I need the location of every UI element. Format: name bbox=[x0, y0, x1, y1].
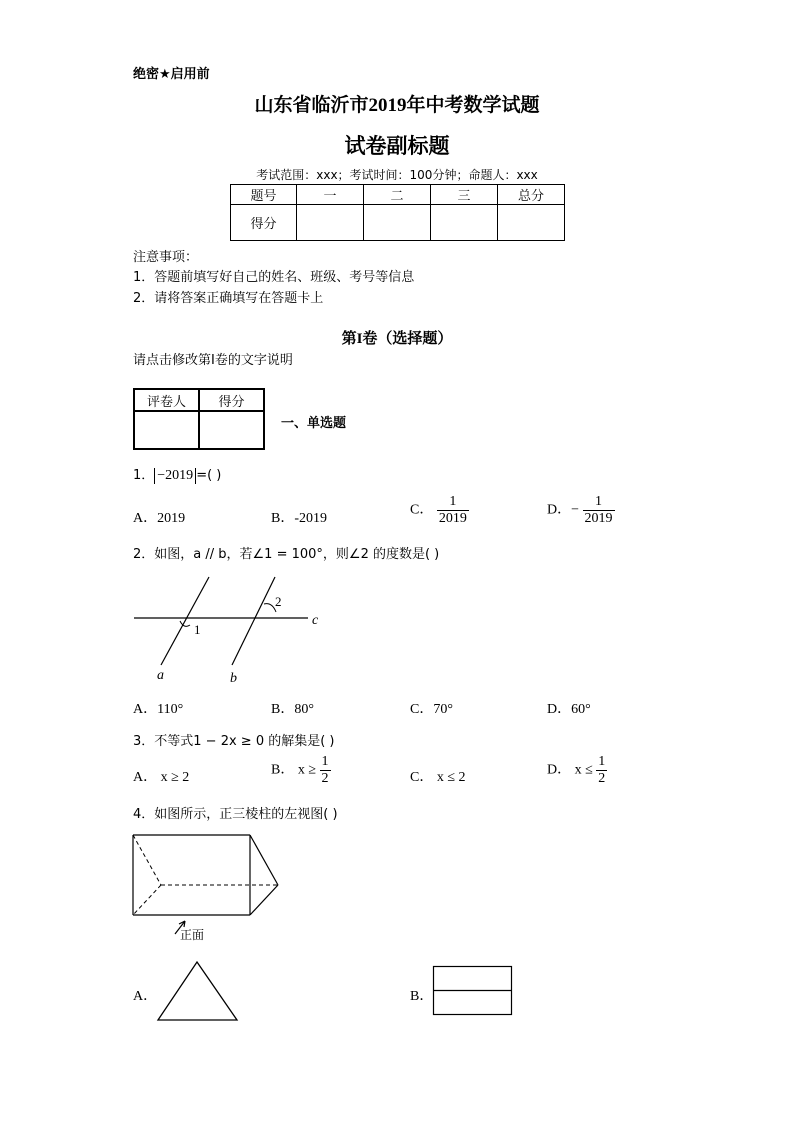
triangle-option-figure bbox=[155, 958, 241, 1024]
section-title: 第I卷（选择题） bbox=[341, 331, 453, 347]
line-a-label: a bbox=[157, 668, 164, 683]
grader-cell[interactable] bbox=[199, 411, 264, 449]
q1-c-numerator: 1 bbox=[437, 494, 469, 511]
question-4: 4．如图所示，正三棱柱的左视图( ) bbox=[133, 807, 338, 822]
q2-option-c[interactable]: C．70° bbox=[410, 702, 453, 717]
grader-table-header: 评卷人 bbox=[134, 389, 199, 411]
parallel-lines-figure bbox=[130, 572, 330, 687]
page-title: 山东省临沂市2019年中考数学试题 bbox=[254, 95, 540, 116]
q2-option-a[interactable]: A．110° bbox=[133, 702, 184, 717]
notice-item: 2．请将答案正确填写在答题卡上 bbox=[133, 291, 324, 306]
line-c-label: c bbox=[312, 613, 319, 628]
q3-option-c[interactable]: C． x ≤ 2 bbox=[410, 770, 466, 785]
exam-info: 考试范围：xxx；考试时间：100分钟；命题人：xxx bbox=[256, 168, 538, 182]
q3-option-b[interactable] bbox=[271, 754, 331, 787]
q1-suffix: =( ) bbox=[196, 468, 222, 483]
score-table-header: 总分 bbox=[498, 185, 565, 205]
question-1 bbox=[133, 464, 221, 484]
score-cell[interactable] bbox=[364, 205, 431, 241]
q3-b-label: B． x ≥ bbox=[271, 762, 317, 778]
q1-d-label: D． bbox=[547, 502, 572, 518]
score-table-header: 三 bbox=[431, 185, 498, 205]
line-b-label: b bbox=[230, 671, 237, 686]
part-title: 一、单选题 bbox=[281, 416, 347, 431]
score-cell[interactable] bbox=[297, 205, 364, 241]
q1-option-d[interactable] bbox=[547, 494, 615, 527]
q4-option-a[interactable]: A． bbox=[133, 989, 158, 1004]
score-table bbox=[230, 184, 565, 241]
line-b bbox=[232, 577, 275, 665]
q1-option-a[interactable]: A．2019 bbox=[133, 511, 186, 526]
q3-d-numerator: 1 bbox=[598, 754, 606, 769]
q3-option-d[interactable] bbox=[547, 754, 607, 787]
q3-d-denominator: 2 bbox=[598, 771, 606, 786]
q1-abs-expr: −2019 bbox=[154, 468, 196, 484]
notice-title: 注意事项： bbox=[133, 250, 199, 265]
grader-cell[interactable] bbox=[134, 411, 199, 449]
q1-option-c[interactable] bbox=[410, 494, 469, 527]
front-label: 正面 bbox=[180, 928, 205, 942]
q4-option-b[interactable]: B． bbox=[410, 989, 434, 1004]
q2-option-d[interactable]: D．60° bbox=[547, 702, 591, 717]
page-subtitle: 试卷副标题 bbox=[344, 134, 450, 158]
score-table-header: 二 bbox=[364, 185, 431, 205]
rectangle-option-figure bbox=[432, 965, 514, 1017]
notice-item: 1．答题前填写好自己的姓名、班级、考号等信息 bbox=[133, 270, 415, 285]
q3-b-numerator: 1 bbox=[321, 754, 329, 769]
score-cell[interactable] bbox=[431, 205, 498, 241]
grader-table bbox=[133, 388, 265, 450]
q1-c-denominator: 2019 bbox=[438, 511, 467, 526]
angle-1-label: 1 bbox=[194, 622, 201, 637]
q1-prefix: 1． bbox=[133, 468, 155, 483]
q3-option-a[interactable]: A． x ≥ 2 bbox=[133, 770, 190, 785]
q1-d-numerator: 1 bbox=[583, 494, 615, 511]
q3-b-denominator: 2 bbox=[321, 771, 329, 786]
q2-option-b[interactable]: B．80° bbox=[271, 702, 314, 717]
line-a bbox=[161, 577, 209, 665]
secret-mark: 绝密★启用前 bbox=[133, 67, 210, 82]
question-2: 2．如图，a // b，若∠1 = 100°，则∠2 的度数是( ) bbox=[133, 547, 440, 562]
angle-2-label: 2 bbox=[275, 594, 282, 609]
grader-table-header: 得分 bbox=[199, 389, 264, 411]
score-table-header: 题号 bbox=[231, 185, 297, 205]
score-table-label: 得分 bbox=[231, 205, 297, 241]
q1-d-sign: − bbox=[571, 502, 580, 518]
q1-c-label: C． bbox=[410, 502, 434, 518]
prism-figure bbox=[128, 828, 288, 944]
score-cell[interactable] bbox=[498, 205, 565, 241]
section-desc[interactable]: 请点击修改第I卷的文字说明 bbox=[133, 353, 293, 368]
q1-d-denominator: 2019 bbox=[584, 511, 613, 526]
score-table-header: 一 bbox=[297, 185, 364, 205]
question-3: 3．不等式1 − 2x ≥ 0 的解集是( ) bbox=[133, 734, 335, 749]
q3-d-label: D． x ≤ bbox=[547, 762, 593, 778]
q1-option-b[interactable]: B．-2019 bbox=[271, 511, 327, 526]
